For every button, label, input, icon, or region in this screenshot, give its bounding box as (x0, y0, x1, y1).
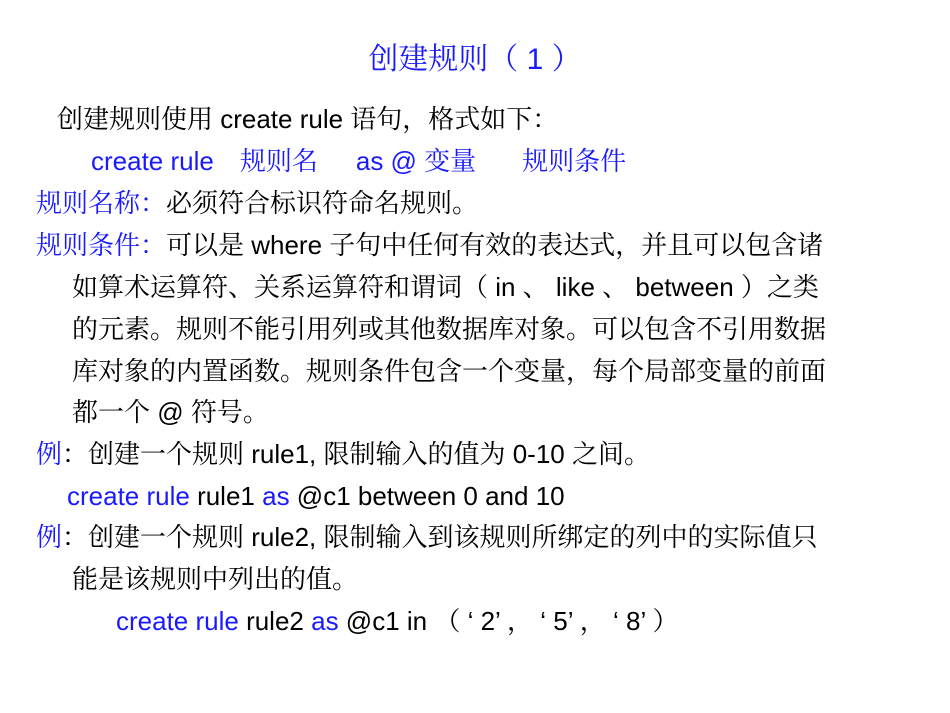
syntax-keyword: create rule (91, 146, 214, 176)
example-2-code-name: rule2 (238, 606, 312, 636)
syntax-rule-name: 规则名 (239, 146, 318, 176)
example-1-code-rest: @c1 between 0 and 10 (289, 481, 565, 511)
example-1-code-keyword: create rule (67, 481, 190, 511)
example-2-line-2: 能是该规则中列出的值。 (72, 564, 359, 594)
example-2-code-keyword: create rule (116, 606, 239, 636)
intro-text: 创建规则使用 create rule 语句，格式如下： (57, 104, 559, 134)
example-1-text: ：创建一个规则 rule1, 限制输入的值为 0-10 之间。 (62, 439, 650, 469)
rule-name-label: 规则名称： (36, 188, 167, 218)
syntax-line (91, 146, 626, 176)
example-2-line-1: ：创建一个规则 rule2, 限制输入到该规则所绑定的列中的实际值只 (62, 522, 818, 552)
example-2-description (36, 522, 818, 552)
example-2-code-rest: @c1 in （ ‘ 2’ ， ‘ 5’ ， ‘ 8’ ） (338, 606, 679, 636)
example-1-code (67, 481, 565, 511)
syntax-as-variable: as @ 变量 (355, 146, 477, 176)
example-1-code-as: as (262, 481, 290, 511)
rule-condition-line-1: 可以是 where 子句中任何有效的表达式，并且可以包含诸 (166, 230, 824, 260)
example-1-label: 例 (36, 439, 63, 469)
rule-condition-line-2: 如算术运算符、关系运算符和谓词（ in 、 like 、 between ）之类 (72, 272, 819, 302)
rule-condition-line-5: 都一个 @ 符号。 (72, 397, 269, 427)
example-1-description (36, 439, 650, 469)
example-1-code-name: rule1 (189, 481, 263, 511)
rule-name-text: 必须符合标识符命名规则。 (166, 188, 479, 218)
example-2-label: 例 (36, 522, 63, 552)
rule-condition-label: 规则条件： (36, 230, 167, 260)
rule-condition-first-line (36, 230, 823, 260)
rule-condition-line-4: 库对象的内置函数。规则条件包含一个变量，每个局部变量的前面 (72, 356, 827, 386)
syntax-condition: 规则条件 (522, 146, 627, 176)
example-2-code-as: as (311, 606, 339, 636)
rule-condition-line-3: 的元素。规则不能引用列或其他数据库对象。可以包含不引用数据 (72, 314, 827, 344)
rule-name-paragraph (36, 188, 478, 218)
example-2-code (116, 606, 679, 636)
slide-title: 创建规则（ 1 ） (368, 43, 582, 76)
